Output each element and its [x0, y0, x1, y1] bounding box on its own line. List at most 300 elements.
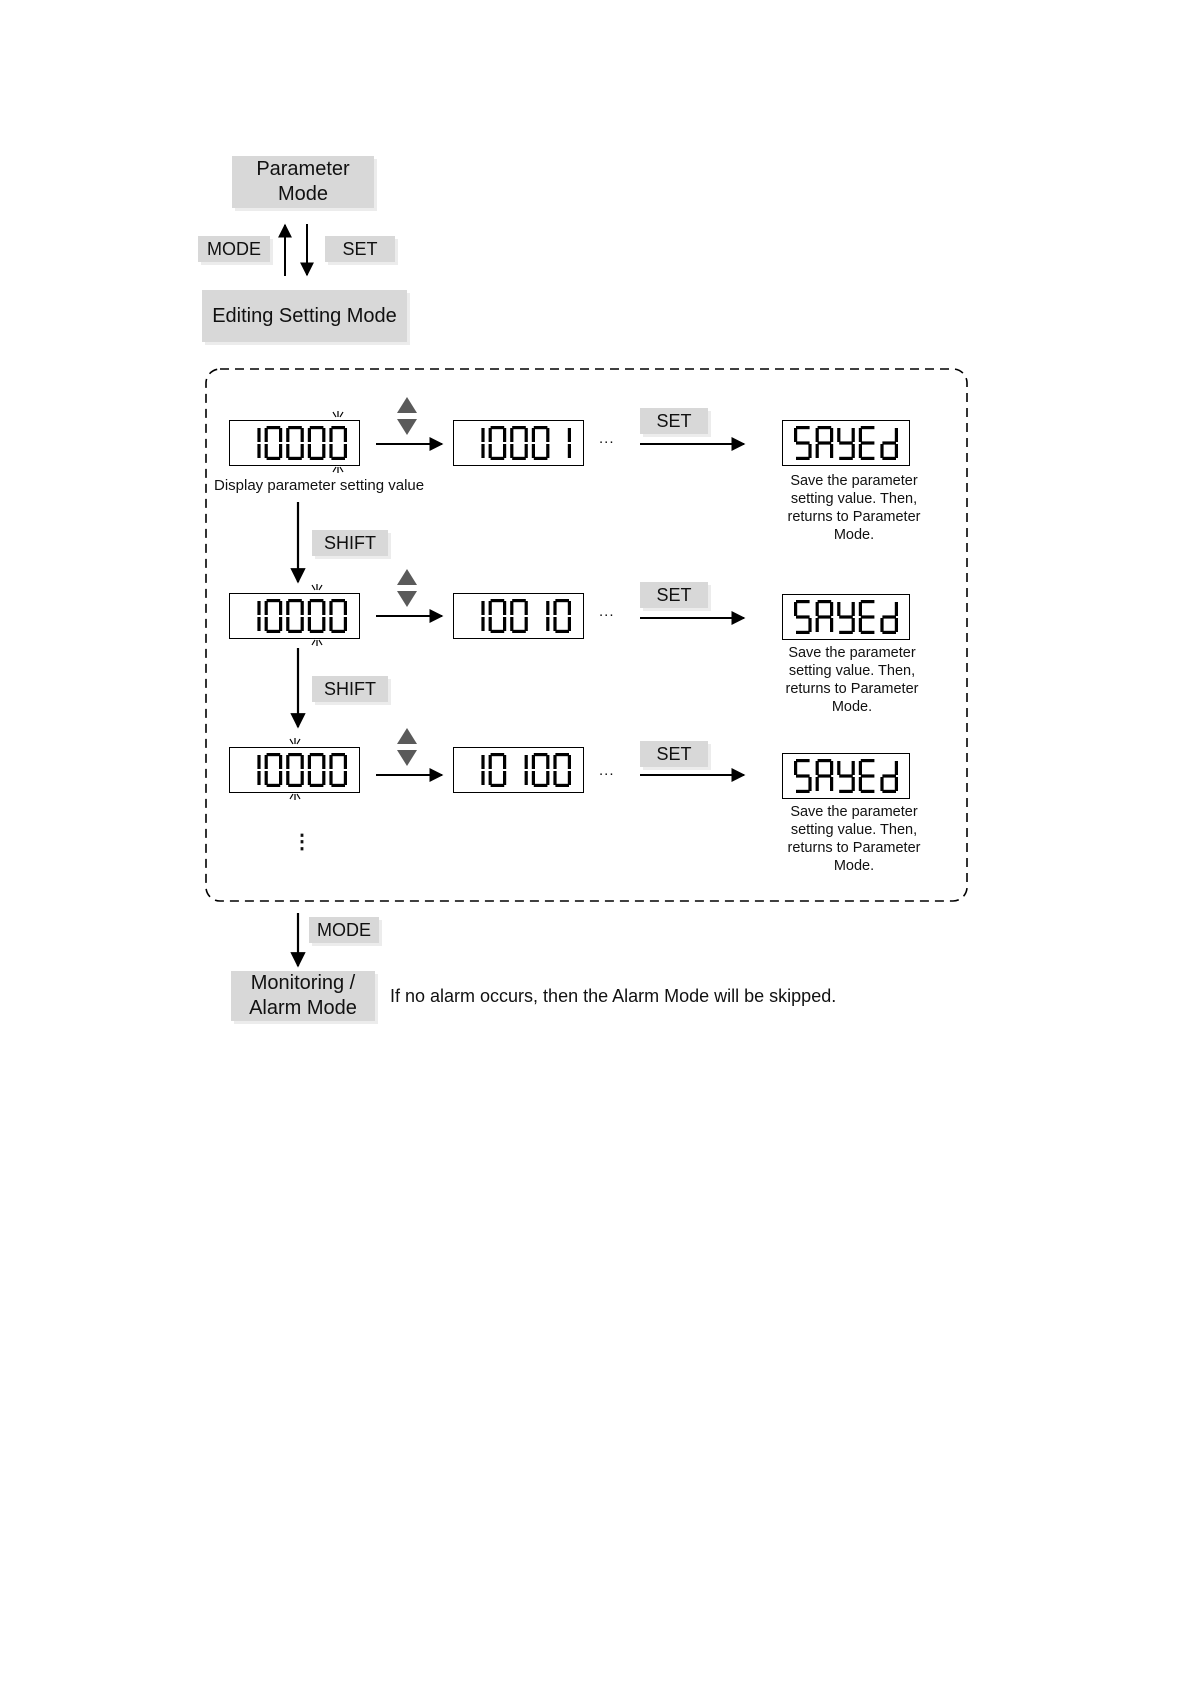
row2-start-digits-char-3-seg-c — [322, 617, 325, 631]
row3-start-digits-char-1-seg-b — [279, 755, 282, 769]
row1-start-digits-char-2-seg-b — [300, 428, 303, 442]
row3-start-digits-char-1-seg-e — [264, 771, 267, 785]
row2-saved-digits-char-4-seg-e — [880, 618, 883, 632]
row1-result-digits-char-1 — [488, 426, 506, 460]
row2-saved-digits-char-2 — [837, 602, 855, 634]
row1-start-digits-char-1-seg-b — [279, 428, 282, 442]
row1-result-digits-char-0-seg-b — [481, 428, 484, 442]
row1-start-digits-char-2 — [286, 426, 304, 460]
row3-result-digits-char-1-seg-c — [503, 771, 506, 785]
row1-start-digits — [243, 424, 347, 462]
row3-saved-digits-char-1-seg-b — [830, 761, 833, 775]
row3-result-digits-char-3-seg-a — [533, 753, 547, 756]
row1-start-digits-char-2-seg-f — [286, 428, 289, 442]
row2-blink-bottom-ray-0 — [312, 640, 315, 645]
edit-caption: Display parameter setting value — [214, 477, 425, 494]
row1-saved-digits-char-2-seg-f — [837, 428, 840, 442]
row3-result-digits-char-3-seg-e — [531, 771, 534, 785]
row2-start-digits-char-3-seg-d — [309, 630, 323, 633]
row1-saved-digits-char-4 — [880, 428, 898, 460]
row3-start-digits-char-4 — [329, 753, 347, 787]
row2-set-label: SET — [640, 582, 708, 608]
row2-result-digits — [467, 597, 571, 635]
row1-set-label: SET — [640, 408, 708, 434]
row3-start-digits-char-3-seg-c — [322, 771, 325, 785]
row2-result-digits-char-1-seg-c — [503, 617, 506, 631]
row2-saved-digits-char-2-seg-d — [839, 631, 853, 634]
row3-start-digits-char-1-seg-d — [266, 784, 280, 787]
row1-saved-digits-char-3-seg-g — [861, 441, 875, 444]
row1-start-digits-char-2-seg-c — [300, 444, 303, 458]
row3-result-digits-char-3-seg-b — [546, 755, 549, 769]
row1-result-digits-char-3-seg-e — [531, 444, 534, 458]
row2-saved-digits-char-3-seg-a — [861, 600, 875, 603]
row3-blink-top — [288, 738, 302, 745]
row1-start-digits-char-0-seg-b — [257, 428, 260, 442]
row2-saved-digits-char-3-seg-d — [861, 631, 875, 634]
row3-saved-digits-char-2-seg-g — [839, 774, 853, 777]
row3-start-digits-char-4-seg-b — [343, 755, 346, 769]
row1-start-digits-char-2-seg-d — [288, 457, 302, 460]
row1-blink-top — [331, 411, 345, 418]
row2-result-digits-char-1-seg-a — [490, 599, 504, 602]
row1-saved-digits-char-0 — [794, 426, 812, 460]
row3-result-digits-char-1-seg-f — [488, 755, 491, 769]
row3-start-digits-char-3-seg-e — [307, 771, 310, 785]
row3-saved-digits — [794, 757, 898, 795]
row2-saved-digits-char-2-seg-g — [839, 615, 853, 618]
row2-start-digits — [243, 597, 347, 635]
row1-blink-bottom-ray-0 — [333, 467, 336, 472]
row3-result-digits-char-3-seg-f — [531, 755, 534, 769]
row1-start-digits-char-3 — [307, 426, 325, 460]
row2-result-digits-char-3-seg-c — [546, 617, 549, 631]
row1-saved-digits-char-0-seg-a — [796, 426, 810, 429]
row3-result-digits-char-2 — [524, 755, 527, 785]
row1-saved-digits-char-1-seg-b — [830, 428, 833, 442]
row3-saved-digits-char-1-seg-c — [830, 777, 833, 791]
row3-saved-digits-char-3-seg-d — [861, 790, 875, 793]
row1-saved-digits-char-0-seg-g — [796, 441, 810, 444]
row1-start-digits-char-1-seg-d — [266, 457, 280, 460]
updown-keys-row1 — [397, 397, 417, 435]
row2-start-digits-char-2-seg-a — [288, 599, 302, 602]
row3-start-digits-char-2-seg-d — [288, 784, 302, 787]
row3-blink-bottom-ray-2 — [297, 794, 300, 799]
row2-start-digits-char-0-seg-c — [257, 617, 260, 631]
row1-result-digits-char-2-seg-e — [510, 444, 513, 458]
row1-start-digits-char-4-seg-e — [329, 444, 332, 458]
row1-result-digits-char-3-seg-f — [531, 428, 534, 442]
row1-result-digits-char-2-seg-b — [524, 428, 527, 442]
row2-result-digits-char-3-seg-b — [546, 601, 549, 615]
row2-ellipsis: ... — [599, 603, 615, 620]
row1-start-digits-char-3-seg-a — [309, 426, 323, 429]
row2-start-digits-char-0 — [257, 601, 260, 631]
row2-result-digits-char-0-seg-c — [481, 617, 484, 631]
row3-result-digits — [467, 751, 571, 789]
row1-start-display — [229, 420, 360, 466]
row2-result-digits-char-4-seg-e — [553, 617, 556, 631]
row3-result-digits-char-4-seg-c — [567, 771, 570, 785]
row1-result-digits-char-4 — [567, 428, 570, 458]
row3-result-digits-char-4-seg-e — [553, 771, 556, 785]
row1-blink-top-ray-0 — [333, 412, 336, 417]
row1-saved-digits-char-1-seg-e — [816, 444, 819, 458]
row1-start-digits-char-3-seg-d — [309, 457, 323, 460]
row3-saved-digits-char-4-seg-e — [880, 777, 883, 791]
row3-start-digits-char-0-seg-b — [257, 755, 260, 769]
row3-saved-digits-char-4-seg-d — [882, 790, 896, 793]
row2-saved-digits-char-1-seg-g — [818, 615, 832, 618]
row3-start-digits-char-3-seg-b — [322, 755, 325, 769]
row1-result-digits-char-1-seg-e — [488, 444, 491, 458]
mode-key-label: MODE — [198, 236, 270, 262]
row2-blink-top-ray-2 — [319, 585, 322, 590]
row2-start-digits-char-0-seg-b — [257, 601, 260, 615]
row1-saved-digits-char-0-seg-c — [808, 444, 811, 458]
row1-saved-digits-char-2-seg-b — [852, 428, 855, 442]
row3-saved-digits-char-1-seg-e — [816, 777, 819, 791]
row3-saved-digits-char-1-seg-f — [816, 761, 819, 775]
row3-saved-digits-char-3-seg-f — [859, 761, 862, 775]
row3-result-digits-char-1-seg-e — [488, 771, 491, 785]
row1-saved-digits-char-3-seg-e — [859, 444, 862, 458]
shift-label-2: SHIFT — [312, 676, 388, 702]
row3-start-digits-char-4-seg-f — [329, 755, 332, 769]
row3-saved-digits-char-0-seg-a — [796, 759, 810, 762]
row2-start-digits-char-3-seg-a — [309, 599, 323, 602]
row1-result-digits-char-2-seg-d — [512, 457, 526, 460]
row2-start-digits-char-2-seg-f — [286, 601, 289, 615]
row2-start-digits-char-2-seg-b — [300, 601, 303, 615]
row2-saved-digits-char-4-seg-b — [895, 602, 898, 616]
row2-saved-digits-char-1-seg-f — [816, 602, 819, 616]
row1-result-digits-char-2-seg-a — [512, 426, 526, 429]
row1-saved-digits-char-2-seg-d — [839, 457, 853, 460]
row3-start-digits-char-3-seg-f — [307, 755, 310, 769]
row1-start-digits-char-4 — [329, 426, 347, 460]
row3-saved-digits-char-3-seg-a — [861, 759, 875, 762]
row2-result-digits-char-2-seg-f — [510, 601, 513, 615]
row2-saved-digits — [794, 598, 898, 636]
row3-result-digits-char-4-seg-f — [553, 755, 556, 769]
row1-saved-digits-char-1-seg-f — [816, 428, 819, 442]
row1-start-digits-char-1-seg-a — [266, 426, 280, 429]
row2-result-digits-char-1-seg-b — [503, 601, 506, 615]
row2-start-digits-char-3-seg-e — [307, 617, 310, 631]
row2-result-digits-char-4-seg-c — [567, 617, 570, 631]
row1-blink-bottom — [331, 466, 345, 473]
row3-result-display — [453, 747, 584, 793]
row3-start-digits-char-4-seg-d — [331, 784, 345, 787]
row2-result-digits-char-2 — [510, 599, 528, 633]
row2-saved-display — [782, 594, 910, 640]
row1-saved-digits-char-3-seg-d — [861, 457, 875, 460]
row1-saved-digits-char-1-seg-a — [818, 426, 832, 429]
alarm-skip-note: If no alarm occurs, then the Alarm Mode will be skipped. — [390, 986, 837, 1006]
row1-saved-digits-char-3-seg-a — [861, 426, 875, 429]
row3-blink-top-ray-2 — [297, 739, 300, 744]
row3-result-digits-char-1-seg-b — [503, 755, 506, 769]
row3-saved-digits-char-2-seg-b — [852, 761, 855, 775]
row1-start-digits-char-1 — [264, 426, 282, 460]
row2-start-digits-char-3-seg-b — [322, 601, 325, 615]
row2-start-digits-char-4-seg-a — [331, 599, 345, 602]
row2-blink-bottom — [310, 639, 324, 646]
row3-saved-digits-char-2-seg-d — [839, 790, 853, 793]
row3-result-digits-char-4-seg-b — [567, 755, 570, 769]
row1-result-digits-char-1-seg-a — [490, 426, 504, 429]
row1-start-digits-char-1-seg-c — [279, 444, 282, 458]
row2-saved-digits-char-3-seg-e — [859, 618, 862, 632]
row2-start-digits-char-1-seg-f — [264, 601, 267, 615]
row1-saved-digits-char-4-seg-c — [895, 444, 898, 458]
row1-saved-digits-char-4-seg-d — [882, 457, 896, 460]
row1-start-digits-char-4-seg-c — [343, 444, 346, 458]
row1-result-digits-char-2-seg-f — [510, 428, 513, 442]
row1-ellipsis: ... — [599, 430, 615, 447]
row1-start-digits-char-4-seg-d — [331, 457, 345, 460]
row2-result-digits-char-2-seg-b — [524, 601, 527, 615]
row2-start-digits-char-1-seg-a — [266, 599, 280, 602]
row1-start-digits-char-1-seg-f — [264, 428, 267, 442]
row1-start-digits-char-3-seg-b — [322, 428, 325, 442]
row3-start-digits-char-2 — [286, 753, 304, 787]
row3-saved-digits-char-4-seg-b — [895, 761, 898, 775]
row1-saved-digits-char-4-seg-g — [882, 441, 896, 444]
row1-saved-digits-char-0-seg-f — [794, 428, 797, 442]
row3-start-digits-char-1-seg-f — [264, 755, 267, 769]
row1-start-digits-char-3-seg-f — [307, 428, 310, 442]
row2-saved-digits-char-1-seg-a — [818, 600, 832, 603]
row3-saved-digits-char-4-seg-c — [895, 777, 898, 791]
row2-start-digits-char-4 — [329, 599, 347, 633]
row1-result-digits-char-3-seg-a — [533, 426, 547, 429]
row2-saved-digits-char-1 — [816, 600, 834, 632]
row3-result-digits-char-3 — [531, 753, 549, 787]
row2-saved-digits-char-1-seg-e — [816, 618, 819, 632]
row1-start-digits-char-1-seg-e — [264, 444, 267, 458]
row3-blink-bottom-ray-0 — [290, 794, 293, 799]
row3-saved-digits-char-3-seg-g — [861, 774, 875, 777]
row3-blink-top-ray-0 — [290, 739, 293, 744]
row3-saved-digits-char-2 — [837, 761, 855, 793]
row1-start-digits-char-0 — [257, 428, 260, 458]
row2-start-digits-char-4-seg-d — [331, 630, 345, 633]
shift-label-1: SHIFT — [312, 530, 388, 556]
row3-start-digits-char-2-seg-e — [286, 771, 289, 785]
row3-saved-digits-char-0-seg-d — [796, 790, 810, 793]
updown-keys-row2 — [397, 569, 417, 607]
row3-start-digits-char-4-seg-a — [331, 753, 345, 756]
row1-saved-digits-char-1-seg-g — [818, 441, 832, 444]
row1-result-digits-char-1-seg-f — [488, 428, 491, 442]
row2-blink-bottom-ray-2 — [319, 640, 322, 645]
row3-saved-digits-char-2-seg-f — [837, 761, 840, 775]
row2-saved-digits-char-3 — [859, 600, 875, 634]
row1-result-digits-char-4-seg-b — [567, 428, 570, 442]
row1-result-digits-char-0-seg-c — [481, 444, 484, 458]
row3-set-label: SET — [640, 741, 708, 767]
row3-start-digits-char-4-seg-e — [329, 771, 332, 785]
row3-result-digits-char-1-seg-a — [490, 753, 504, 756]
row2-result-digits-char-4 — [553, 599, 571, 633]
row2-result-digits-char-3 — [546, 601, 549, 631]
row3-result-digits-char-3-seg-c — [546, 771, 549, 785]
row1-saved-digits-char-0-seg-d — [796, 457, 810, 460]
row2-start-digits-char-2-seg-c — [300, 617, 303, 631]
row2-result-digits-char-4-seg-f — [553, 601, 556, 615]
row3-result-digits-char-4 — [553, 753, 571, 787]
row1-start-digits-char-2-seg-a — [288, 426, 302, 429]
row2-blink-top-ray-0 — [312, 585, 315, 590]
row3-saved-digits-char-4-seg-g — [882, 774, 896, 777]
row2-start-digits-char-2-seg-d — [288, 630, 302, 633]
row2-start-digits-char-4-seg-e — [329, 617, 332, 631]
row2-result-digits-char-2-seg-d — [512, 630, 526, 633]
row2-result-digits-char-1-seg-f — [488, 601, 491, 615]
row3-start-digits-char-1 — [264, 753, 282, 787]
row3-start-digits-char-3-seg-d — [309, 784, 323, 787]
row2-start-digits-char-1-seg-c — [279, 617, 282, 631]
row2-result-digits-char-0-seg-b — [481, 601, 484, 615]
row2-start-digits-char-4-seg-b — [343, 601, 346, 615]
row3-start-digits-char-0 — [257, 755, 260, 785]
row2-saved-digits-char-1-seg-b — [830, 602, 833, 616]
row1-result-display — [453, 420, 584, 466]
row1-result-digits-char-1-seg-b — [503, 428, 506, 442]
row1-saved-digits-char-2-seg-c — [852, 444, 855, 458]
bottom-mode-key-label: MODE — [309, 917, 379, 943]
row1-start-digits-char-2-seg-e — [286, 444, 289, 458]
row3-saved-digits-char-3-seg-e — [859, 777, 862, 791]
row2-start-digits-char-4-seg-f — [329, 601, 332, 615]
row2-result-display — [453, 593, 584, 639]
row3-start-digits — [243, 751, 347, 789]
row3-saved-digits-char-4 — [880, 761, 898, 793]
row3-result-digits-char-1 — [488, 753, 506, 787]
row3-saved-display — [782, 753, 910, 799]
row1-result-digits — [467, 424, 571, 462]
row1-result-digits-char-3 — [531, 426, 549, 460]
row3-start-digits-char-0-seg-c — [257, 771, 260, 785]
row2-result-digits-char-1-seg-d — [490, 630, 504, 633]
row2-start-digits-char-2 — [286, 599, 304, 633]
row2-saved-digits-char-0-seg-a — [796, 600, 810, 603]
row1-start-digits-char-4-seg-a — [331, 426, 345, 429]
row3-start-digits-char-1-seg-a — [266, 753, 280, 756]
row3-saved-digits-char-1 — [816, 759, 834, 791]
row2-start-digits-char-3-seg-f — [307, 601, 310, 615]
row1-result-digits-char-2 — [510, 426, 528, 460]
row1-start-digits-char-4-seg-f — [329, 428, 332, 442]
row3-saved-digits-char-0-seg-f — [794, 761, 797, 775]
row3-start-digits-char-2-seg-a — [288, 753, 302, 756]
row2-saved-digits-char-0-seg-g — [796, 615, 810, 618]
row2-result-digits-char-4-seg-a — [555, 599, 569, 602]
row1-saved-description: Save the parameter setting value. Then, returns to Parameter Mode. — [787, 473, 921, 543]
row3-start-digits-char-3 — [307, 753, 325, 787]
row1-start-digits-char-3-seg-c — [322, 444, 325, 458]
row1-blink-bottom-ray-2 — [340, 467, 343, 472]
row3-start-digits-char-2-seg-c — [300, 771, 303, 785]
row1-saved-digits-char-2 — [837, 428, 855, 460]
row1-saved-display — [782, 420, 910, 466]
row3-start-digits-char-2-seg-f — [286, 755, 289, 769]
row2-result-digits-char-1-seg-e — [488, 617, 491, 631]
row1-blink-top-ray-2 — [340, 412, 343, 417]
row2-start-digits-char-1-seg-b — [279, 601, 282, 615]
row2-result-digits-char-4-seg-b — [567, 601, 570, 615]
row2-start-digits-char-1-seg-e — [264, 617, 267, 631]
row1-saved-digits-char-1 — [816, 426, 834, 458]
row1-saved-digits — [794, 424, 898, 462]
row3-result-digits-char-4-seg-d — [555, 784, 569, 787]
row2-start-display — [229, 593, 360, 639]
row2-start-digits-char-3 — [307, 599, 325, 633]
set-key-label: SET — [325, 236, 395, 262]
row2-result-digits-char-4-seg-d — [555, 630, 569, 633]
row3-result-digits-char-3-seg-d — [533, 784, 547, 787]
row2-saved-digits-char-2-seg-c — [852, 618, 855, 632]
row3-result-digits-char-0 — [481, 755, 484, 785]
row2-saved-digits-char-0-seg-c — [808, 618, 811, 632]
row2-saved-digits-char-0-seg-f — [794, 602, 797, 616]
row2-saved-digits-char-3-seg-f — [859, 602, 862, 616]
row2-start-digits-char-2-seg-e — [286, 617, 289, 631]
row3-saved-digits-char-0 — [794, 759, 812, 793]
row3-saved-digits-char-1-seg-g — [818, 774, 832, 777]
row2-saved-digits-char-4-seg-d — [882, 631, 896, 634]
row3-ellipsis: ... — [599, 762, 615, 779]
row1-result-digits-char-3-seg-b — [546, 428, 549, 442]
row3-saved-digits-char-0-seg-c — [808, 777, 811, 791]
monitoring-alarm-mode-box: Monitoring / Alarm Mode — [231, 971, 375, 1021]
row1-saved-digits-char-1-seg-c — [830, 444, 833, 458]
row2-saved-digits-char-0 — [794, 600, 812, 634]
row3-result-digits-char-4-seg-a — [555, 753, 569, 756]
row1-saved-digits-char-4-seg-b — [895, 428, 898, 442]
row2-saved-digits-char-0-seg-d — [796, 631, 810, 634]
row1-result-digits-char-0 — [481, 428, 484, 458]
row1-result-digits-char-3-seg-d — [533, 457, 547, 460]
row3-blink-bottom — [288, 793, 302, 800]
parameter-mode-box: Parameter Mode — [232, 156, 374, 208]
row3-result-digits-char-2-seg-c — [524, 771, 527, 785]
row1-saved-digits-char-3-seg-f — [859, 428, 862, 442]
row1-result-digits-char-2-seg-c — [524, 444, 527, 458]
row3-saved-digits-char-0-seg-g — [796, 774, 810, 777]
row2-start-digits-char-1 — [264, 599, 282, 633]
editing-setting-mode-box: Editing Setting Mode — [202, 290, 407, 342]
row3-start-display — [229, 747, 360, 793]
row1-start-digits-char-4-seg-b — [343, 428, 346, 442]
row1-result-digits-char-1-seg-c — [503, 444, 506, 458]
row1-saved-digits-char-3 — [859, 426, 875, 460]
row1-result-digits-char-3-seg-c — [546, 444, 549, 458]
row3-saved-description: Save the parameter setting value. Then, returns to Parameter Mode. — [787, 804, 921, 874]
row3-start-digits-char-2-seg-b — [300, 755, 303, 769]
row2-saved-digits-char-4-seg-g — [882, 615, 896, 618]
row3-result-digits-char-2-seg-b — [524, 755, 527, 769]
row2-saved-digits-char-2-seg-f — [837, 602, 840, 616]
row2-saved-digits-char-1-seg-c — [830, 618, 833, 632]
row2-result-digits-char-1 — [488, 599, 506, 633]
row2-blink-top — [310, 584, 324, 591]
row3-saved-digits-char-2-seg-c — [852, 777, 855, 791]
row2-start-digits-char-1-seg-d — [266, 630, 280, 633]
